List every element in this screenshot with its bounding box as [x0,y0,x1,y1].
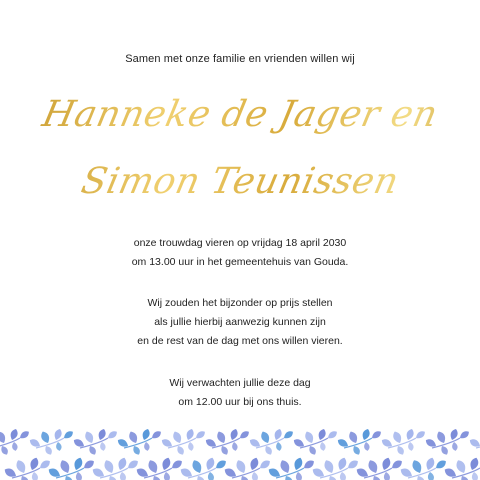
text-line: als jullie hierbij aanwezig kunnen zijn [154,316,326,328]
leaf-shape [58,459,71,475]
leaf-shape [171,430,183,445]
text-line: Wij verwachten jullie deze dag [169,377,311,389]
leaf-shape [187,442,194,452]
leaf-shape [214,458,228,470]
leaf-shape [238,429,250,440]
text-line: om 12.00 uur bij ons thuis. [178,396,302,408]
leaf-shape [383,471,391,480]
text-line: en de rest van de dag met ons willen vieren. [137,335,343,347]
leaf-shape [143,442,150,452]
leaf-shape [451,442,458,452]
leaf-shape [258,458,272,470]
leaf-shape [434,458,448,470]
leaf-shape [471,471,479,480]
leaf-shape [414,429,426,440]
leaf-shape [38,458,52,470]
leaf-shape [99,442,106,452]
leaf-shape [295,471,303,480]
leaf-shape [119,471,127,480]
couple-names-line2: Simon Teunissen [0,157,480,207]
leaf-shape [11,442,18,452]
leaf-shape [127,430,139,445]
leaf-shape [83,430,95,445]
leaf-shape [39,430,51,445]
leaf-shape [0,444,10,456]
watercolor-leaf-vine-icon [0,420,480,480]
leaf-shape [339,471,347,480]
leaf-shape [322,459,335,475]
reception-paragraph [0,374,480,412]
wedding-details-paragraph [0,234,480,272]
leaf-shape [106,429,118,440]
leaf-shape [75,471,83,480]
leaf-shape [346,458,360,470]
leaf-shape [234,459,247,475]
leaf-shape [275,442,282,452]
leaf-shape [370,429,382,440]
leaf-shape [102,459,115,475]
couple-names-line1: Hanneke de Jager en [0,90,480,140]
leaf-shape [194,429,206,440]
request-paragraph [0,294,480,351]
leaf-shape [326,429,338,440]
leaf-shape [231,442,238,452]
leaf-shape [347,430,359,445]
leaf-shape [14,459,27,475]
leaf-shape [18,429,30,440]
leaf-shape [278,459,291,475]
leaf-shape [435,430,447,445]
intro-text: Samen met onze familie en vrienden willen wij [125,53,355,65]
leaf-shape [366,459,379,475]
leaf-shape [282,429,294,440]
leaf-shape [163,471,171,480]
leaf-shape [363,442,370,452]
leaf-shape [170,458,184,470]
leaf-shape [150,429,162,440]
leaf-border [0,420,480,480]
leaf-shape [407,442,414,452]
leaf-shape [410,459,423,475]
leaf-shape [427,471,435,480]
leaf-shape [391,430,403,445]
text-line: onze trouwdag vieren op vrijdag 18 april 2030 [133,237,347,249]
leaf-shape [31,471,39,480]
leaf-shape [146,459,159,475]
leaf-shape [215,430,227,445]
leaf-shape [190,459,203,475]
text-line: Wij zouden het bijzonder op prijs stellen [147,297,333,309]
leaf-shape [251,471,259,480]
leaf-shape [62,429,74,440]
leaf-shape [55,442,62,452]
leaf-shape [82,458,96,470]
leaf-shape [319,442,326,452]
leaf-shape [207,471,215,480]
leaf-shape [454,459,467,475]
text-line: om 13.00 uur in het gemeentehuis van Gouda. [131,256,349,268]
leaf-shape [259,430,271,445]
leaf-shape [390,458,404,470]
leaf-shape [458,429,470,440]
leaf-shape [126,458,140,470]
leaf-shape [303,430,315,445]
leaf-shape [0,430,7,445]
leaf-shape [302,458,316,470]
